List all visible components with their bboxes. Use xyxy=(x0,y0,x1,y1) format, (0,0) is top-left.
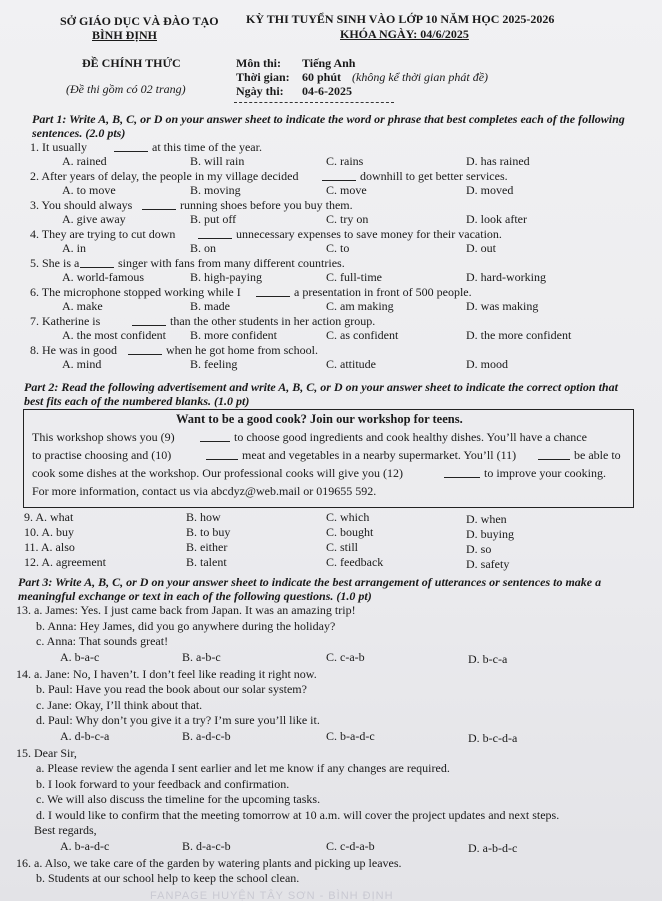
answer-blank xyxy=(142,209,176,210)
answer-option: D. the more confident xyxy=(466,328,572,342)
subject-label: Môn thi: xyxy=(236,56,281,70)
answer-option: D. a-b-d-c xyxy=(468,840,518,855)
answer-option: D. look after xyxy=(466,212,527,226)
question-stem: 5. She is a xyxy=(30,256,80,270)
answer-option: D. b-c-a xyxy=(468,651,508,666)
answer-option: D. has rained xyxy=(466,154,530,168)
part2-instruction: Part 2: Read the following advertisement and write A, B, C, or D on your answer sheet to indicate the correct option that best fits each of the numbered blanks. (1.0 pt) xyxy=(24,380,618,408)
time-note: (không kể thời gian phát đề) xyxy=(352,70,489,84)
utterance-line: 14. a. Jane: No, I haven’t. I don’t feel like reading it right now. xyxy=(16,666,317,681)
blank-10 xyxy=(206,459,238,460)
answer-option: A. give away xyxy=(62,212,126,226)
answer-blank xyxy=(322,180,356,181)
answer-option: D. hard-working xyxy=(466,270,546,284)
answer-option: D. out xyxy=(466,241,496,255)
answer-option: C. b-a-d-c xyxy=(326,728,375,743)
utterance-line: c. Anna: That sounds great! xyxy=(36,634,169,648)
answer-option: C. c-d-a-b xyxy=(326,838,375,853)
answer-option: C. to xyxy=(326,241,350,255)
utterance-line: a. Please review the agenda I sent earlier and let me know if any changes are required. xyxy=(36,761,450,775)
time-value: 60 phút xyxy=(302,70,342,84)
utterance-line: b. I look forward to your feedback and confirmation. xyxy=(36,776,290,791)
answer-option: B. made xyxy=(190,299,230,313)
answer-blank xyxy=(80,267,114,268)
answer-option: D. buying xyxy=(466,527,514,541)
utterance-line: 15. Dear Sir, xyxy=(16,745,77,760)
question-stem: 1. It usually xyxy=(30,140,87,154)
official-label: ĐỀ CHÍNH THỨC xyxy=(82,56,181,70)
utterance-line: c. We will also discuss the timeline for the upcoming tasks. xyxy=(36,792,321,806)
answer-option: C. full-time xyxy=(326,270,382,284)
answer-option: C. still xyxy=(326,540,359,554)
ad-line2b: meat and vegetables in a nearby supermarket. You’ll (11) xyxy=(242,448,517,462)
answer-option: D. mood xyxy=(466,357,508,371)
answer-option: A. to move xyxy=(62,183,116,197)
answer-blank xyxy=(198,238,232,239)
question-stem-end: than the other students in her action group. xyxy=(170,314,376,328)
answer-option: B. a-b-c xyxy=(182,649,221,664)
answer-option: B. talent xyxy=(186,555,227,569)
answer-option: B. how xyxy=(186,510,221,524)
utterance-line: d. Paul: Why don’t you give it a try? I’m sure you’ll like it. xyxy=(36,713,320,727)
question-stem-end: when he got home from school. xyxy=(166,343,318,357)
ad-title: Want to be a good cook? Join our workshop for teens. xyxy=(176,412,463,426)
org-line1: SỞ GIÁO DỤC VÀ ĐÀO TẠO xyxy=(60,14,219,28)
answer-option: B. put off xyxy=(190,212,237,226)
answer-option: B. a-d-c-b xyxy=(182,728,231,743)
exam-date-line: KHÓA NGÀY: 04/6/2025 xyxy=(340,27,469,41)
ad-line2a: to practise choosing and (10) xyxy=(32,448,172,462)
answer-option: C. move xyxy=(326,183,367,197)
answer-option: C. feedback xyxy=(326,555,384,569)
answer-option: B. either xyxy=(186,540,228,554)
answer-option: C. as confident xyxy=(326,328,399,342)
watermark: FANPAGE HUYỆN TÂY SƠN - BÌNH ĐỊNH xyxy=(150,890,394,901)
answer-option: B. feeling xyxy=(190,357,238,371)
answer-option: B. more confident xyxy=(190,328,277,342)
part1-instruction: Part 1: Write A, B, C, or D on your answer sheet to indicate the word or phrase that best completes each of the following sentences. (2.0 pts) xyxy=(32,112,625,140)
question-stem: 8. He was in good xyxy=(30,343,117,357)
answer-option: A. world-famous xyxy=(62,270,144,284)
answer-option: A. rained xyxy=(62,154,107,168)
answer-option: C. attitude xyxy=(326,357,376,371)
answer-option: C. try on xyxy=(326,212,369,226)
header-divider xyxy=(234,102,394,103)
question-stem: 4. They are trying to cut down xyxy=(30,227,176,241)
answer-blank xyxy=(132,325,166,326)
answer-option: D. was making xyxy=(466,299,539,313)
answer-option: B. moving xyxy=(190,183,241,197)
answer-option: 12. A. agreement xyxy=(24,555,106,569)
answer-option: D. so xyxy=(466,542,492,556)
answer-option: A. in xyxy=(62,241,86,255)
answer-option: 11. A. also xyxy=(24,540,75,554)
exam-title: KỲ THI TUYỂN SINH VÀO LỚP 10 NĂM HỌC 2025-2026 xyxy=(246,12,555,26)
blank-11 xyxy=(538,459,570,460)
answer-option: A. the most confident xyxy=(62,328,166,342)
answer-option: B. d-a-c-b xyxy=(182,838,231,853)
question-stem-end: a presentation in front of 500 people. xyxy=(294,285,472,299)
question-stem-end: at this time of the year. xyxy=(152,140,262,154)
blank-12 xyxy=(444,477,480,478)
answer-blank xyxy=(128,354,162,355)
utterance-line: 16. a. Also, we take care of the garden by watering plants and picking up leaves. xyxy=(16,855,402,870)
utterance-line: b. Students at our school help to keep the school clean. xyxy=(36,871,300,885)
answer-blank xyxy=(114,151,148,152)
question-stem: 7. Katherine is xyxy=(30,314,101,328)
utterance-line: Best regards, xyxy=(34,823,97,837)
answer-option: B. high-paying xyxy=(190,270,262,284)
answer-option: 10. A. buy xyxy=(24,525,75,539)
question-stem-end: singer with fans from many different countries. xyxy=(118,256,345,270)
answer-option: B. on xyxy=(190,241,217,255)
answer-option: A. make xyxy=(62,299,103,313)
ad-line3b: to improve your cooking. xyxy=(484,466,606,480)
answer-option: B. to buy xyxy=(186,525,231,539)
answer-option: D. safety xyxy=(466,557,510,571)
utterance-line: b. Paul: Have you read the book about our solar system? xyxy=(36,682,307,696)
answer-option: D. moved xyxy=(466,183,514,197)
question-stem-end: unnecessary expenses to save money for their vacation. xyxy=(236,227,502,241)
advertisement-box xyxy=(23,409,634,508)
answer-option: C. am making xyxy=(326,299,394,313)
utterance-line: 13. a. James: Yes. I just came back from Japan. It was an amazing trip! xyxy=(16,603,356,617)
answer-option: C. which xyxy=(326,510,370,524)
part3-instruction: Part 3: Write A, B, C, or D on your answer sheet to indicate the best arrangement of utterances or sentences to make a meaningful exchange or text in each of the following questions. (1.0 pt) xyxy=(18,575,602,603)
question-stem: 6. The microphone stopped working while I xyxy=(30,285,241,299)
answer-option: C. c-a-b xyxy=(326,649,365,664)
page-note: (Đề thi gồm có 02 trang) xyxy=(66,82,186,96)
answer-option: 9. A. what xyxy=(24,510,74,524)
answer-option: A. b-a-d-c xyxy=(60,838,110,853)
ad-line2c: be able to xyxy=(574,448,621,462)
utterance-line: b. Anna: Hey James, did you go anywhere during the holiday? xyxy=(36,618,336,633)
org-line2: BÌNH ĐỊNH xyxy=(92,28,158,42)
question-stem-end: downhill to get better services. xyxy=(360,169,508,183)
answer-option: D. when xyxy=(466,512,507,526)
blank-9 xyxy=(200,441,230,442)
question-stem: 3. You should always xyxy=(30,198,133,212)
subject-value: Tiếng Anh xyxy=(302,56,356,70)
answer-blank xyxy=(256,296,290,297)
utterance-line: c. Jane: Okay, I’ll think about that. xyxy=(36,697,203,712)
answer-option: A. b-a-c xyxy=(60,649,100,664)
ad-line4: For more information, contact us via abcdyz@web.mail or 019655 592. xyxy=(32,484,377,498)
date-label: Ngày thi: xyxy=(236,84,284,98)
utterance-line: d. I would like to confirm that the meeting tomorrow at 10 a.m. will cover the project updates and next steps. xyxy=(36,807,560,822)
answer-option: A. mind xyxy=(62,357,102,371)
ad-line1a: This workshop shows you (9) xyxy=(32,430,175,444)
ad-line3a: cook some dishes at the workshop. Our professional cooks will give you (12) xyxy=(32,466,403,480)
time-label: Thời gian: xyxy=(236,70,290,84)
answer-option: D. b-c-d-a xyxy=(468,730,518,745)
answer-option: B. will rain xyxy=(190,154,245,168)
ad-line1b: to choose good ingredients and cook healthy dishes. You’ll have a chance xyxy=(234,430,587,444)
answer-option: C. bought xyxy=(326,525,374,539)
question-stem: 2. After years of delay, the people in my village decided xyxy=(30,169,299,183)
answer-option: C. rains xyxy=(326,154,364,168)
date-value: 04-6-2025 xyxy=(302,84,352,98)
answer-option: A. d-b-c-a xyxy=(60,728,110,743)
question-stem-end: running shoes before you buy them. xyxy=(180,198,353,212)
